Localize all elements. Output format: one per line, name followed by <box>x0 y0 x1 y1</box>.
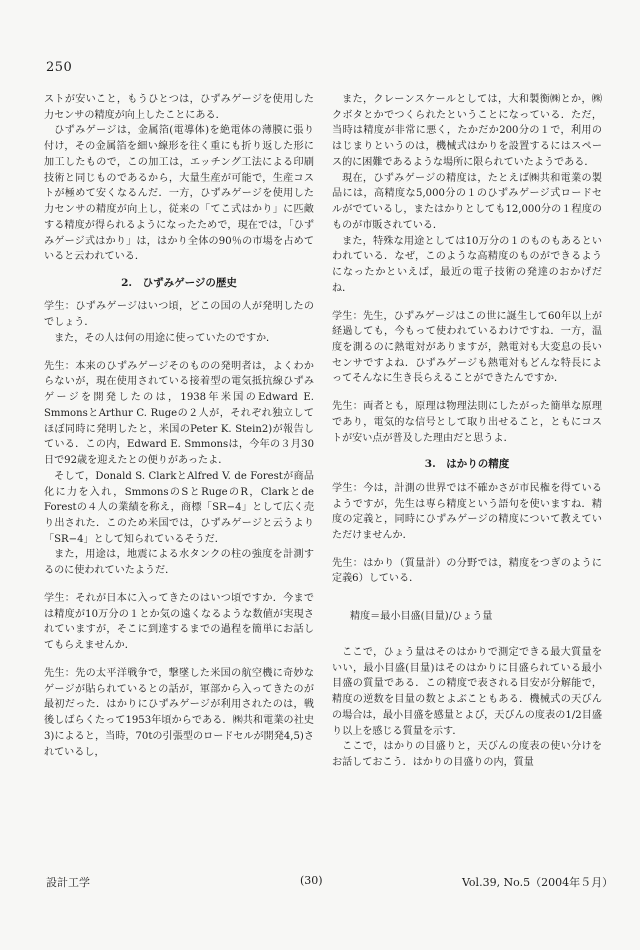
paragraph: ストが安いこと，もうひとつは，ひずみゲージを使用した力センサの精度が向上したことにある． <box>44 94 314 121</box>
teacher-answer: 先生：先の太平洋戦争で，撃墜した米国の航空機に奇妙なゲージが貼られているとの話が，軍部から入ってきたのが最初だった．はかりにひずみゲージが利用されたのは，戦後しばらくたって1953年頃からである．㈱共和電業の社史3)によると，当時，70tの引張型のロードセルが開発4,5)されているし， <box>44 667 314 758</box>
footer-page-number: (30) <box>300 874 323 887</box>
paragraph: 現在，ひずみゲージの精度は，たとえば㈱共和電業の製品には，高精度な5,000分の１のひずみゲージ式ロードセルがでているし，またはかりとしても12,000分の１程度のものが市販されている． <box>332 172 602 231</box>
page-number: 250 <box>46 60 73 75</box>
student-question: 学生：先生，ひずみゲージはこの世に誕生して60年以上が経過しても，今もって使われているわけですね．一方，温度を測るのに熱電対がありますが，熱電対も大変息の長いセンサですよね．ひずみゲージも熱電対もどんな特長によってそんなに生き長らえることができたんですか． <box>332 310 602 385</box>
section-heading: 3. はかりの精度 <box>424 458 510 471</box>
volume-issue: Vol.39, No.5（2004年５月） <box>462 876 614 889</box>
student-question: 学生：今は，計測の世界では不確かさが市民権を得ているようですが，先生は専ら精度という語句を使いますね．精度の定義と，同時にひずみゲージの精度について教えていただけませんか． <box>332 482 602 541</box>
paragraph: ひずみゲージは，金属箔(電導体)を絶電体の薄膜に張り付け，その金属箔を細い線形を往く重にも折り返した形に加工したもので，この加工は，エッチング工法による印刷技術と同じものであるから，大量生産が可能で，生産コストが極めて安くなるんだ．一方，ひずみゲージを使用した力センサの精度が向上し，従来の「てこ式はかり」に匹敵する精度が得られるようになったためで，現在では，「ひずみゲージ式はかり」は，はかり全体の90％の市場を占めていると云われている． <box>44 125 314 263</box>
teacher-answer: 先生：本来のひずみゲージそのものの発明者は，よくわからないが，現在使用されている接着型の電気抵抗線ひずみゲージを開発したのは，1938年米国のEdward E. SmmonsとArthur C. Rugeの２人が，それぞれ独立してほぼ同時に発明したと，米国のPeter K. Stein2)が報告している．この内，Edward E. Smmonsは，今年の３月30日で92歳を迎えたとの便りがあったよ． <box>44 360 314 467</box>
teacher-answer: 先生：両者とも，原理は物理法則にしたがった簡単な原理であり，電気的な信号として取り出せること，ともにコストが安い点が普及した理由だと思うよ． <box>332 401 602 444</box>
student-question-cont: また，その人は何の用途に使っていたのですか． <box>54 332 277 344</box>
paragraph: また，クレーンスケールとしては，大和製衡㈱とか，㈱クボタとかでつくられたということになっている．ただ，当時は精度が非常に悪く，たかだか200分の１で，利用のはじまりというのは，機械式はかりを設置するにはスペース的に困難であるような場所に限られていたようである． <box>332 94 602 168</box>
student-question: 学生：それが日本に入ってきたのはいつ頃ですか．今までは精度が10万分の１とか気の遠くなるような数値が実現されていますが，そこに到達するまでの過程を簡単にお話してもらえませんか． <box>44 592 314 652</box>
formula: 精度＝最小目盛(目量)/ひょう量 <box>350 611 493 623</box>
paragraph: ここで，はかりの目盛りと，天びんの度表の使い分けをお話しておこう．はかりの目盛りの内，質量 <box>332 741 602 769</box>
section-heading: 2. ひずみゲージの歴史 <box>121 277 237 290</box>
paragraph: ここで，ひょう量はそのはかりで測定できる最大質量をいい，最小目盛(目量)はそのはかりに目盛られている最小目盛の質量である．この精度で表される目安が分解能で，精度の逆数を目量の数とよぶこともある．機械式の天びんの場合は，最小目盛を感量とよび，天びんの度表の1/2目盛り以上を感じる質量を示す． <box>332 646 602 737</box>
paragraph: そして，Donald S. ClarkとAlfred V. de Forestが商品化に力を入れ，SmmonsのSとRugeのR，Clarkとde Forestの４人の業績を称え，商標「SR−4」として広く売り出された．このため米国では，ひずみゲージと云うより「SR−4」として知られているそうだ． <box>44 470 314 545</box>
left-column <box>44 92 314 760</box>
paragraph: また，用途は，地震による水タンクの柱の強度を計測するのに使われていたようだ． <box>44 549 314 577</box>
paragraph: また，特殊な用途としては10万分の１のものもあるといわれている．なぜ，このような高精度のものができるようになったかといえば，最近の電子技術の発達のおかげだね． <box>332 235 602 294</box>
journal-name: 設計工学 <box>46 876 90 889</box>
teacher-answer: 先生：はかり（質量計）の分野では，精度をつぎのように定義6）している． <box>332 557 602 585</box>
student-question: 学生：ひずみゲージはいつ頃，どこの国の人が発明したのでしょう． <box>44 301 314 329</box>
right-column <box>332 92 602 771</box>
